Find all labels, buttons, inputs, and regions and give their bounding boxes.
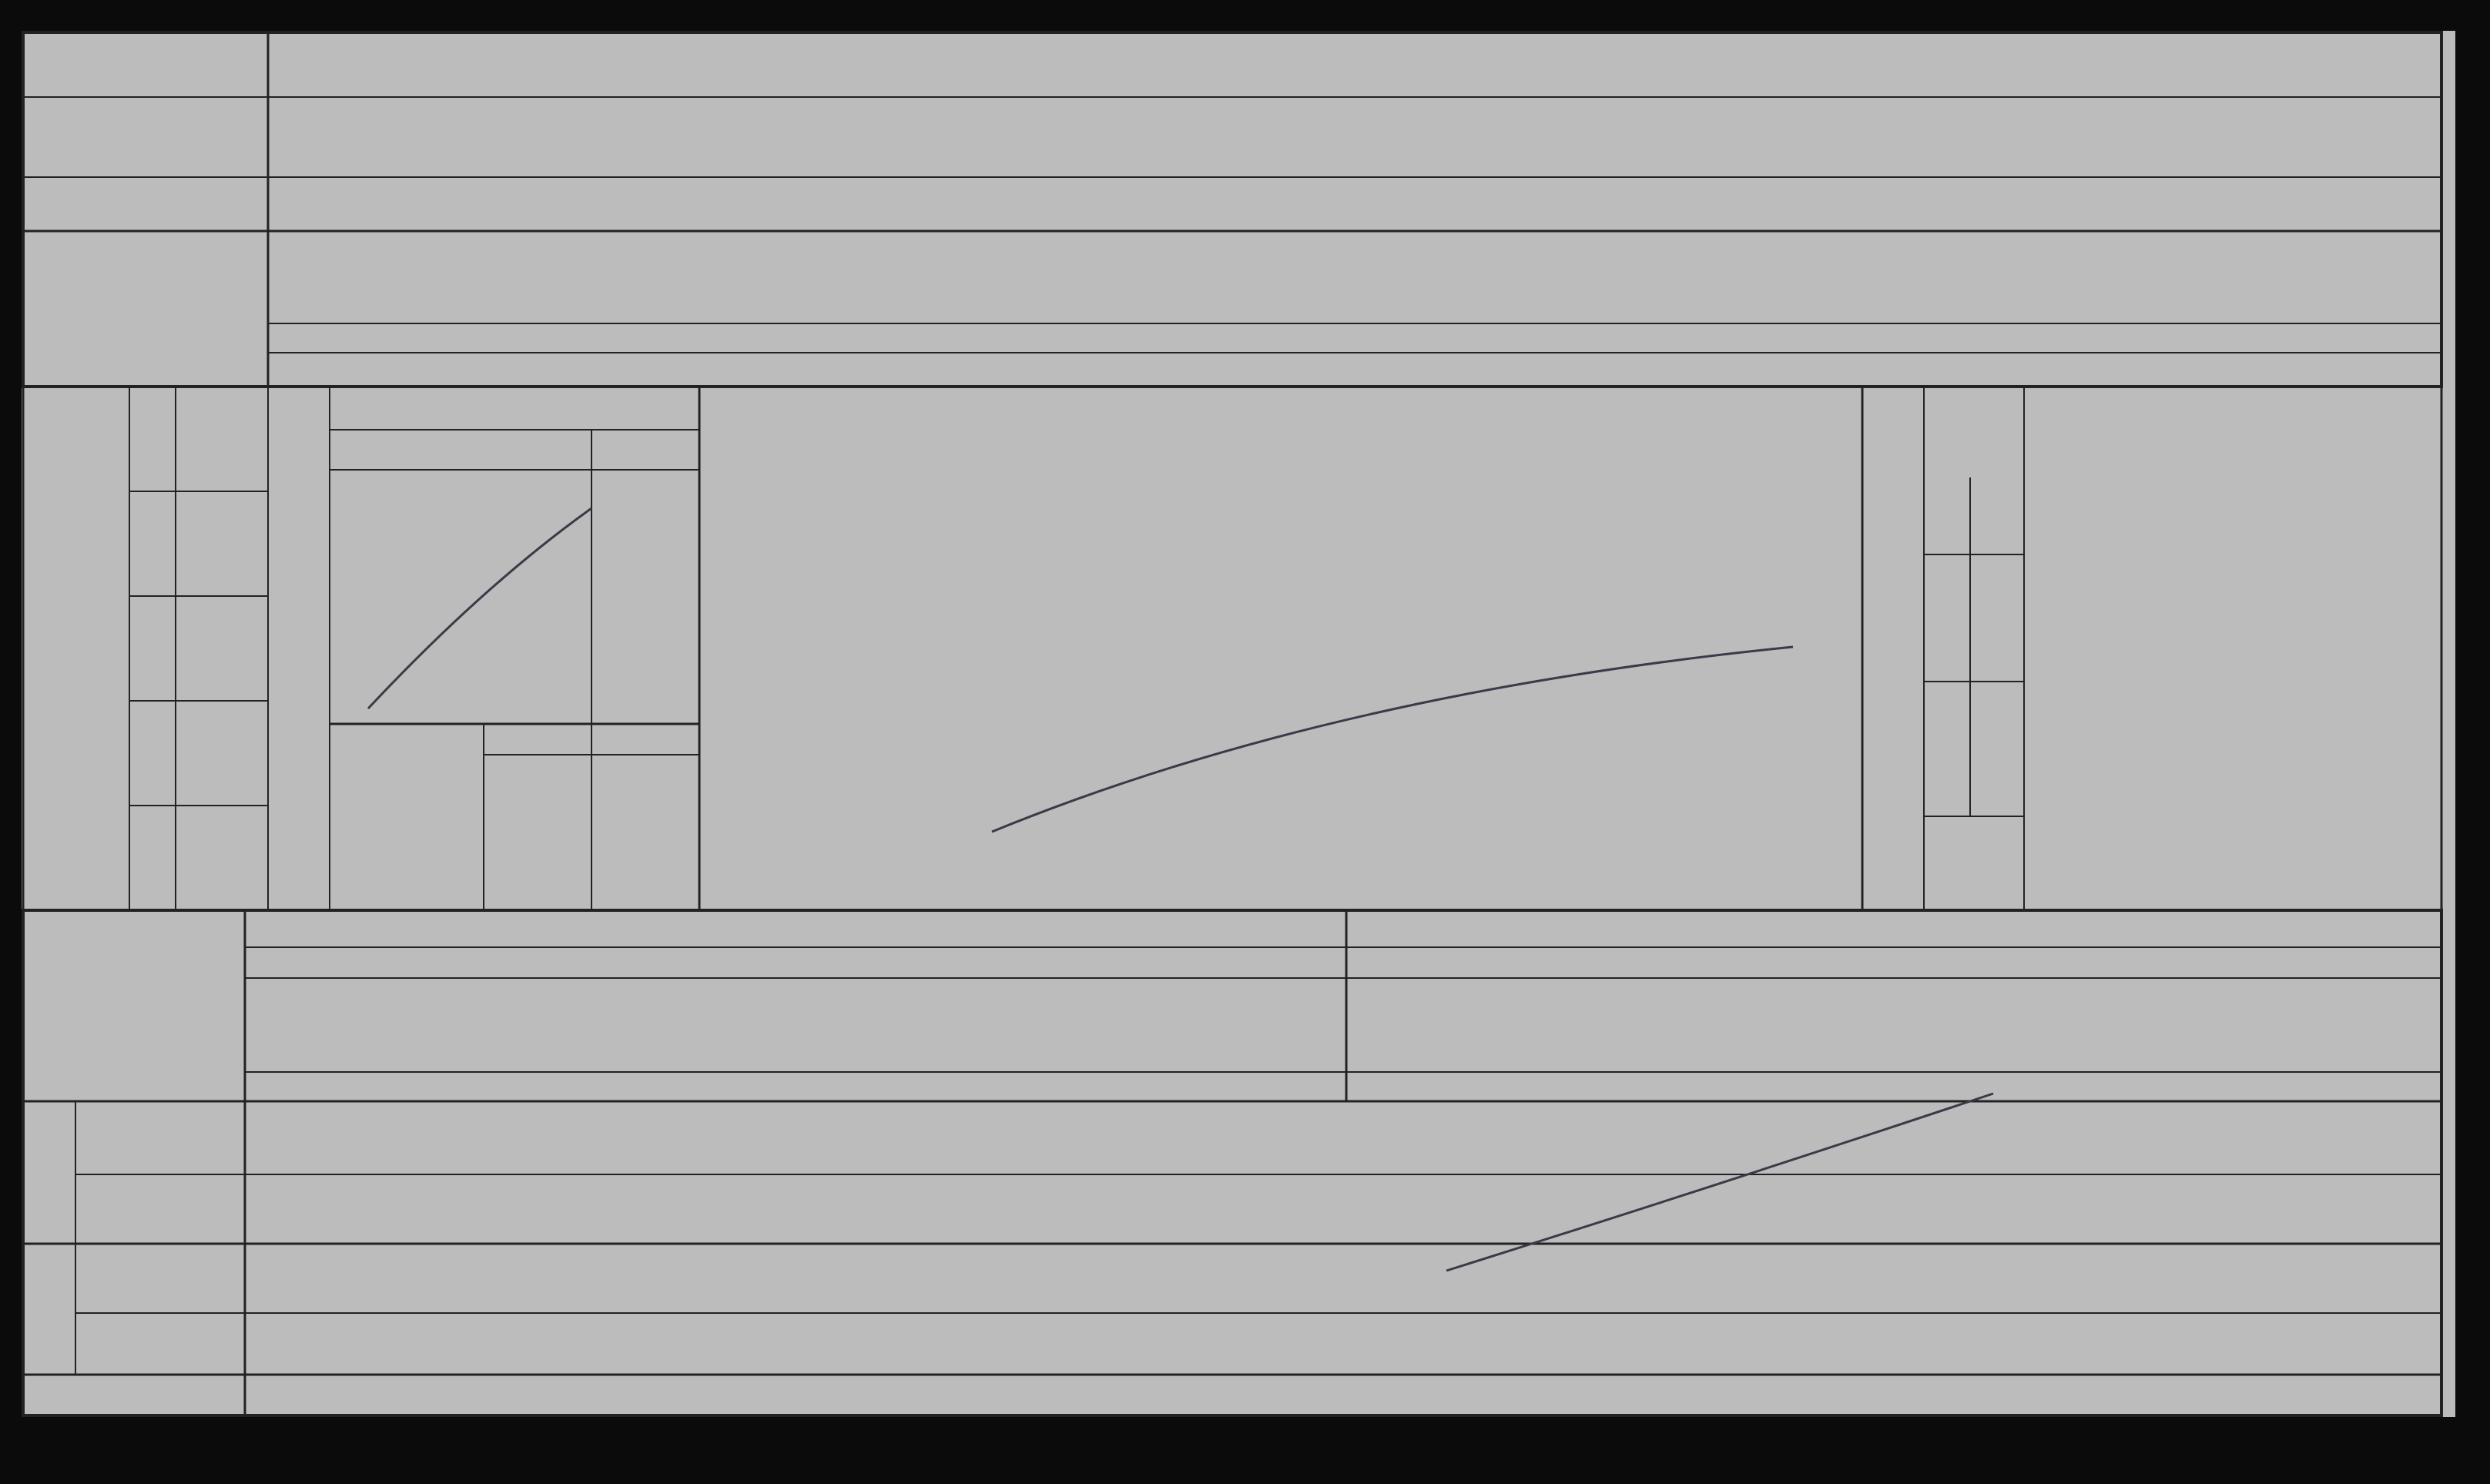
pencil-strike-trade — [368, 508, 592, 709]
pencil-strokes — [368, 508, 1993, 1271]
form-grid — [22, 31, 2455, 1417]
pencil-strike-questions — [992, 647, 1793, 832]
middle-section — [23, 387, 2441, 910]
top-table — [23, 32, 2441, 387]
bottom-table — [23, 910, 2441, 1415]
census-card — [22, 31, 2455, 1417]
